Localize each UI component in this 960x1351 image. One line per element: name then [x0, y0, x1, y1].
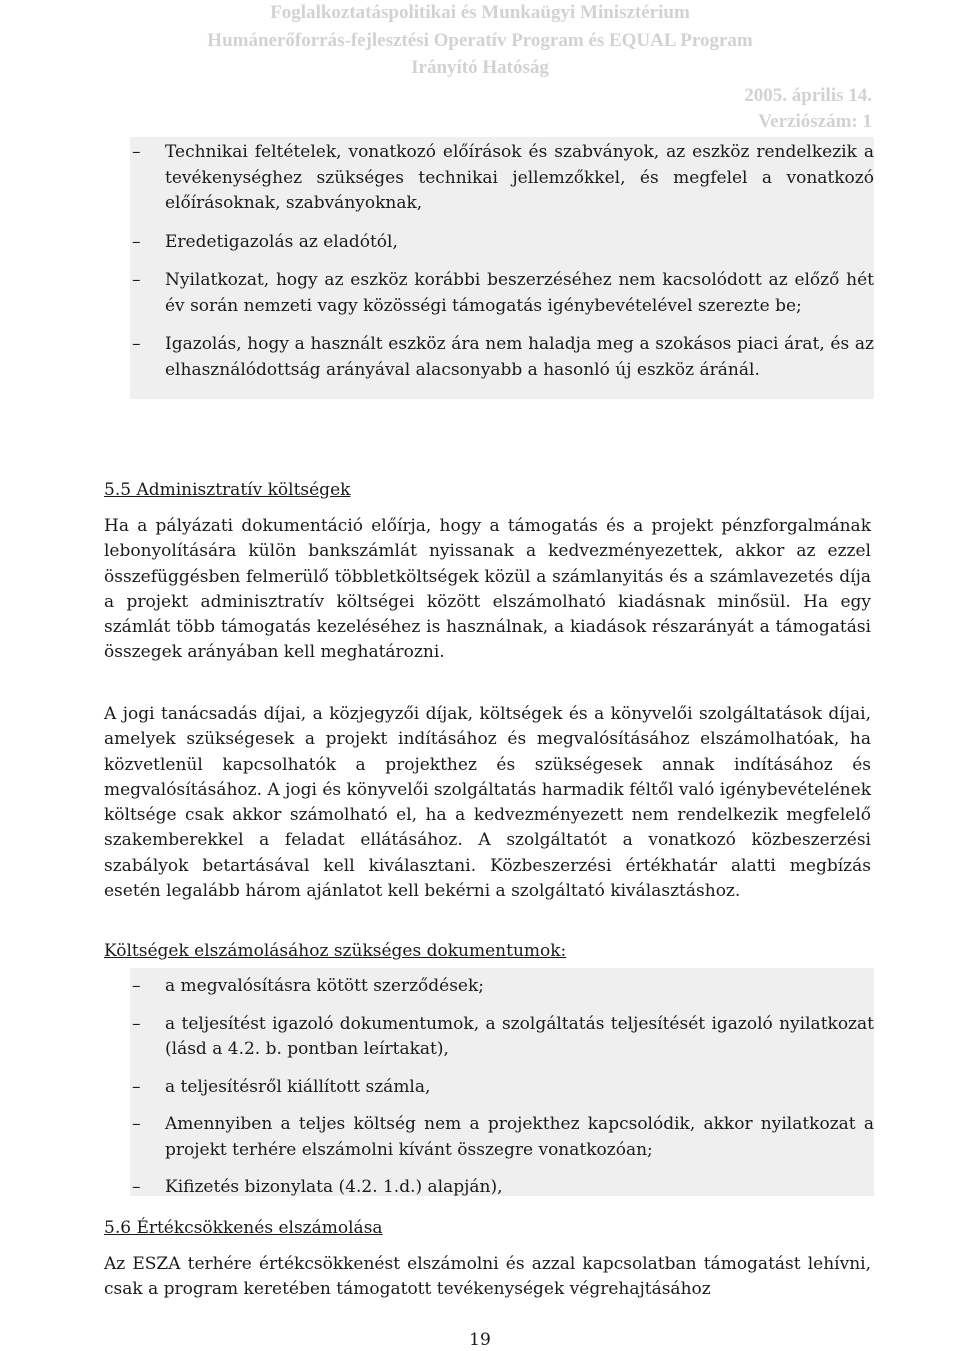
list-item-text: Kifizetés bizonylata (4.2. 1.d.) alapján), [165, 1177, 503, 1197]
list-item-text: Nyilatkozat, hogy az eszköz korábbi beszerzéséhez nem kacsolódott az előző hét év során nemzeti vagy közösségi támogatás igénybevételével szerezte be; [165, 270, 874, 316]
dash-bullet: – [132, 1013, 141, 1034]
paragraph-bank-account: Ha a pályázati dokumentáció előírja, hogy a támogatás és a projekt pénzforgalmának lebonyolítására külön bankszámlát nyissanak a kedvezményezettek, akkor az ezzel összefüggésben felmerülő többletköltségek közül a számlanyitás és a számlavezetés díja a projekt adminisztratív költségei között elszámolható kiadásnak minősül. Ha egy számlát több támogatás kezeléséhez is használnak, a kiadások részarányát a támogatási összegek arányában kell meghatározni. [104, 516, 871, 663]
dash-bullet: – [132, 270, 141, 290]
dash-bullet: – [132, 1177, 141, 1197]
page-number: 19 [469, 1330, 491, 1350]
list-item [130, 230, 874, 256]
dash-bullet: – [132, 231, 141, 252]
dash-bullet: – [132, 142, 141, 162]
header-version: Verziószám: 1 [758, 111, 872, 132]
list-item [130, 268, 874, 319]
top-requirements-list [130, 137, 874, 399]
paragraph-depreciation: Az ESZA terhére értékcsökkenést elszámolni és azzal kapcsolatban támogatást lehívni, csak a program keretében támogatott tevékenységek végrehajtásához [104, 1254, 871, 1300]
section-heading-5-5: 5.5 Adminisztratív költségek [104, 480, 351, 500]
list-item [130, 1075, 874, 1101]
documents-list [130, 968, 874, 1196]
header-date: 2005. április 14. [744, 85, 872, 106]
paragraph-legal-fees: A jogi tanácsadás díjai, a közjegyzői díjak, költségek és a könyvelői szolgáltatások díjai, amelyek szükségesek a projekt indításához és megvalósításához elszámolhatóak, ha közvetlenül kapcsolhatók a projekthez és szükségesek annak indításához és megvalósításához. A jogi és könyvelői szolgáltatás harmadik féltől való igénybevételének költsége csak akkor számolható el, ha a kedvezményezett nem rendelkezik megfelelő szakemberekkel a feladat ellátásához. A szolgáltatót a vonatkozó közbeszerzési szabályok betartásával kell kiválasztani. Közbeszerzési értékhatár alatti megbízás esetén legalább három ajánlatot kell bekérni a szolgáltató kiválasztáshoz. [104, 704, 871, 902]
list-item-text: a teljesítést igazoló dokumentumok, a szolgáltatás teljesítését igazoló nyilatkozat (lásd a 4.2. b. pontban leírtakat), [165, 1013, 874, 1059]
list-item-text: Eredetigazolás az eladótól, [165, 231, 398, 252]
list-item [130, 1175, 874, 1201]
section-heading-5-6: 5.6 Értékcsökkenés elszámolása [104, 1218, 383, 1238]
list-item-text: a megvalósításra kötött szerződések; [165, 976, 485, 996]
dash-bullet: – [132, 334, 141, 354]
list-item [130, 332, 874, 383]
header-program: Humánerőforrás-fejlesztési Operatív Program és EQUAL Program [207, 30, 753, 51]
list-item [130, 1112, 874, 1163]
list-item [130, 1012, 874, 1063]
list-item-text: Technikai feltételek, vonatkozó előírások és szabványok, az eszköz rendelkezik a tevékenységhez szükséges technikai jellemzőkkel, és megfelel a vonatkozó előírásoknak, szabványoknak, [165, 142, 874, 213]
dash-bullet: – [132, 976, 141, 996]
dash-bullet: – [132, 1114, 141, 1134]
list-item-text: Igazolás, hogy a használt eszköz ára nem haladja meg a szokásos piaci árat, és az elhasználódottság arányával alacsonyabb a hasonló új eszköz áránál. [165, 334, 874, 380]
dash-bullet: – [132, 1076, 141, 1097]
list-item-text: Amennyiben a teljes költség nem a projekthez kapcsolódik, akkor nyilatkozat a projekt terhére elszámolni kívánt összegre vonatkozóan; [165, 1114, 874, 1160]
documents-heading: Költségek elszámolásához szükséges dokumentumok: [104, 941, 567, 961]
list-item [130, 140, 874, 217]
header-ministry: Foglalkoztatáspolitikai és Munkaügyi Minisztérium [270, 2, 690, 23]
list-item-text: a teljesítésről kiállított számla, [165, 1076, 431, 1097]
header-authority: Irányító Hatóság [411, 57, 549, 78]
list-item [130, 974, 874, 1000]
